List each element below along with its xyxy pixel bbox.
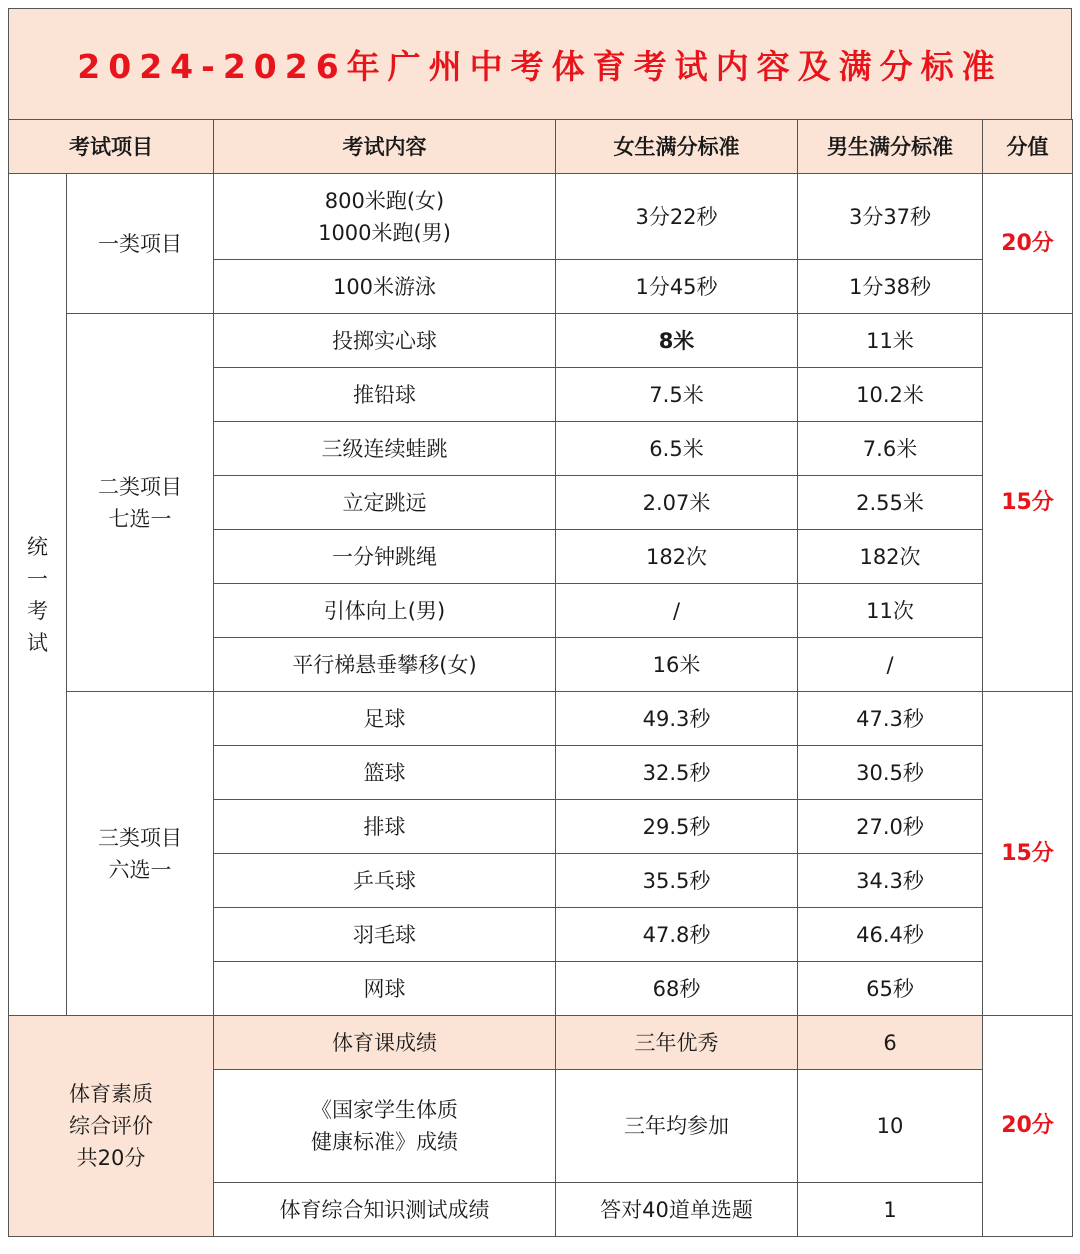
text-line: 综合评价 [69,1114,153,1138]
text-line: 三级连续蛙跳 [321,436,448,461]
exam-content [214,908,556,962]
exam-content [214,800,556,854]
female-standard: 182次 [556,530,798,584]
exam-content [214,368,556,422]
male-standard: 1分38秒 [798,260,983,314]
male-standard: 47.3秒 [798,692,983,746]
header-content: 考试内容 [214,120,556,174]
quality-score: 6 [798,1016,983,1070]
exam-content [214,476,556,530]
category-name [67,314,214,692]
text-line: 六选一 [108,857,172,882]
header-male: 男生满分标准 [798,120,983,174]
table-row [9,1016,1073,1070]
text-line: 平行梯悬垂攀移(女) [292,652,477,677]
category-points: 20分 [983,174,1073,314]
male-standard: 3分37秒 [798,174,983,260]
category-points: 15分 [983,314,1073,692]
quality-content [214,1070,556,1183]
text-line: 排球 [363,814,406,839]
male-standard: 7.6米 [798,422,983,476]
text-line: 一类项目 [98,231,182,256]
category-name [67,174,214,314]
male-standard: 46.4秒 [798,908,983,962]
standards-table [8,119,1073,1237]
quality-content [214,1016,556,1070]
exam-content [214,746,556,800]
female-standard: 29.5秒 [556,800,798,854]
category-points: 15分 [983,692,1073,1016]
table-row [9,692,1073,746]
male-standard: 11米 [798,314,983,368]
male-standard: 2.55米 [798,476,983,530]
female-standard: 3分22秒 [556,174,798,260]
text-line: 100米游泳 [332,274,437,299]
quality-label [9,1016,214,1237]
title-band [8,8,1072,120]
female-standard: 49.3秒 [556,692,798,746]
female-standard: 1分45秒 [556,260,798,314]
female-standard: 2.07米 [556,476,798,530]
male-standard: 182次 [798,530,983,584]
female-standard: 8米 [556,314,798,368]
table-row [9,314,1073,368]
text-line: 体育课成绩 [332,1030,437,1055]
text-line: 篮球 [363,760,406,785]
quality-score: 1 [798,1183,983,1237]
unified-exam-label [9,174,67,1016]
text-line: 三类项目 [98,825,182,850]
text-line: 七选一 [108,506,172,531]
text-line: 推铅球 [353,382,416,407]
female-standard: 7.5米 [556,368,798,422]
text-line: 网球 [363,976,406,1001]
quality-requirement: 三年均参加 [556,1070,798,1183]
female-standard: 6.5米 [556,422,798,476]
male-standard: 11次 [798,584,983,638]
text-line: 足球 [363,706,406,731]
text-line: 体育综合知识测试成绩 [279,1197,490,1222]
quality-requirement: 答对40道单选题 [556,1183,798,1237]
quality-score: 10 [798,1070,983,1183]
exam-content [214,422,556,476]
quality-requirement: 三年优秀 [556,1016,798,1070]
text-line: 健康标准》成绩 [311,1130,458,1154]
female-standard: 16米 [556,638,798,692]
text-line: 共20分 [76,1146,146,1170]
category-name [67,692,214,1016]
text-line: 800米跑(女) [324,188,445,213]
text-line: 体育素质 [69,1082,153,1106]
header-points: 分值 [983,120,1073,174]
male-standard: 65秒 [798,962,983,1016]
standards-sheet [8,8,1072,1246]
text-line: 引体向上(男) [323,598,446,623]
exam-content [214,260,556,314]
text-line: 立定跳远 [342,490,427,515]
exam-content [214,692,556,746]
male-standard: 34.3秒 [798,854,983,908]
male-standard: 10.2米 [798,368,983,422]
text-line: 1000米跑(男) [318,220,451,245]
text-line: 二类项目 [98,474,182,499]
page-title: 2024-2026年广州中考体育考试内容及满分标准 [77,46,1003,86]
exam-content [214,962,556,1016]
male-standard: 30.5秒 [798,746,983,800]
text-line: 投掷实心球 [332,328,437,353]
header-item: 考试项目 [9,120,214,174]
table-row [9,174,1073,260]
quality-points: 20分 [983,1016,1073,1237]
text-line: 一分钟跳绳 [332,544,437,569]
text-line: 《国家学生体质 [311,1098,458,1122]
female-standard: / [556,584,798,638]
unified-exam-text: 统一考试 [27,534,48,655]
exam-content [214,854,556,908]
header-female: 女生满分标准 [556,120,798,174]
quality-content [214,1183,556,1237]
female-standard: 32.5秒 [556,746,798,800]
exam-content [214,638,556,692]
text-line: 羽毛球 [353,922,416,947]
female-standard: 35.5秒 [556,854,798,908]
exam-content [214,530,556,584]
exam-content [214,314,556,368]
header-row [9,120,1073,174]
male-standard: 27.0秒 [798,800,983,854]
text-line: 乒乓球 [353,868,416,893]
exam-content [214,584,556,638]
exam-content [214,174,556,260]
male-standard: / [798,638,983,692]
female-standard: 68秒 [556,962,798,1016]
female-standard: 47.8秒 [556,908,798,962]
